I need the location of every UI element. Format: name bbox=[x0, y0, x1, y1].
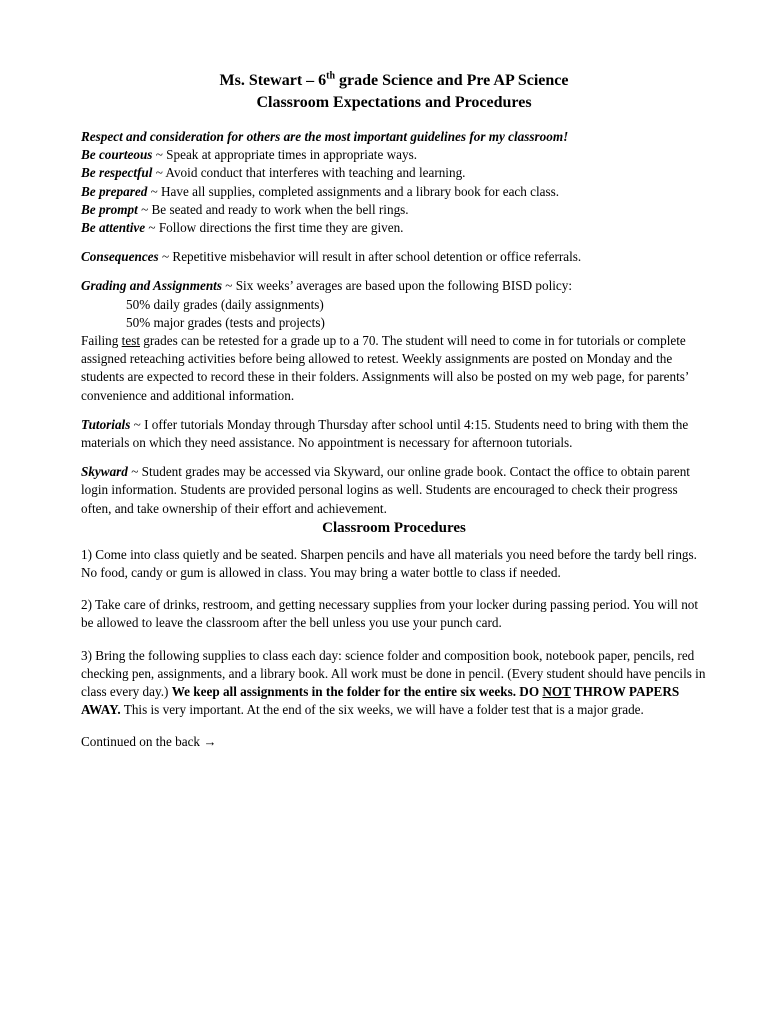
expectation-item: Be courteous ~ Speak at appropriate times in appropriate ways. bbox=[81, 147, 418, 163]
tutorials-paragraph: Tutorials ~ I offer tutorials Monday through Thursday after school until 4:15. Students need to bring with them the materials on which they need assistance. No appointment is necessary for afternoon tutorials. bbox=[81, 416, 689, 451]
title-line-1: Ms. Stewart – 6th grade Science and Pre AP Science bbox=[219, 70, 569, 89]
expectation-item: Be prompt ~ Be seated and ready to work when the bell rings. bbox=[81, 201, 409, 217]
expectation-item: Be prepared ~ Have all supplies, completed assignments and a library book for each class. bbox=[81, 183, 560, 199]
procedure-item: 2) Take care of drinks, restroom, and getting necessary supplies from your locker during passing period. You will not be allowed to leave the classroom after the bell unless you use your punch card. bbox=[81, 597, 699, 631]
expectation-item: Be attentive ~ Follow directions the first time they are given. bbox=[81, 220, 404, 236]
procedure-item: 3) Bring the following supplies to class each day: science folder and composition book, notebook paper, pencils, red checking pen, assignments, and a library book. All work must be done in pencil. (Every student should have pencils in class every day.) We keep all assignments in the folder for the entire six weeks. DO NOT THROW PAPERS AWAY. This is very important. At the end of the six weeks, we will have a folder test that is a major grade. bbox=[81, 647, 706, 718]
grading-intro: Grading and Assignments ~ Six weeks’ averages are based upon the following BISD policy: bbox=[81, 278, 573, 294]
grading-major: 50% major grades (tests and projects) bbox=[126, 314, 325, 330]
procedure-item: 1) Come into class quietly and be seated. Sharpen pencils and have all materials you need before the tardy bell rings. No food, candy or gum is allowed in class. You may bring a water bottle to class if needed. bbox=[81, 546, 697, 581]
continued-note: Continued on the back → bbox=[81, 734, 217, 750]
title-line-2: Classroom Expectations and Procedures bbox=[256, 94, 532, 111]
expectation-item: Be respectful ~ Avoid conduct that interferes with teaching and learning. bbox=[81, 165, 466, 181]
grading-section bbox=[81, 277, 707, 404]
grading-retest: Failing test grades can be retested for a grade up to a 70. The student will need to come in for tutorials or complete assigned reteaching activities before being allowed to retest. Weekly assignments are posted on Monday and the students are expected to record these in their folders. Assignments will also be posted on my web page, for parents’ convenience and additional information. bbox=[81, 333, 689, 403]
expectations-intro: Respect and consideration for others are the most important guidelines for my classroom! bbox=[81, 129, 569, 144]
document-title bbox=[81, 70, 707, 114]
grading-daily: 50% daily grades (daily assignments) bbox=[126, 296, 324, 312]
expectations-section bbox=[81, 128, 707, 237]
document-content bbox=[81, 70, 707, 752]
consequences-paragraph: Consequences ~ Repetitive misbehavior will result in after school detention or office referrals. bbox=[81, 249, 582, 265]
procedures-heading: Classroom Procedures bbox=[322, 519, 466, 536]
skyward-paragraph: Skyward ~ Student grades may be accessed via Skyward, our online grade book. Contact the office to obtain parent login information. Students are provided personal logins as well. Students are encouraged to check their progress often, and take ownership of their effort and achievement. bbox=[81, 464, 690, 516]
